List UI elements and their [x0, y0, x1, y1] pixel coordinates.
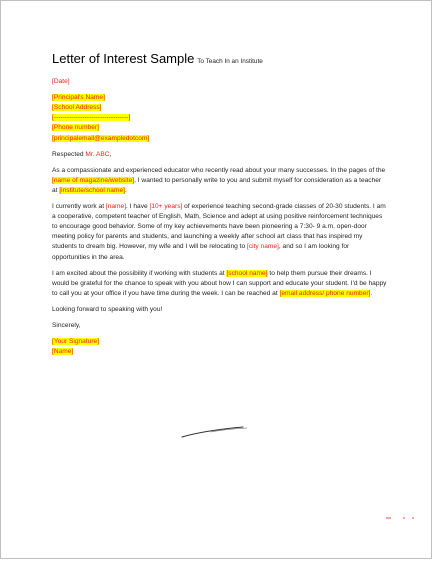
letter-title: Letter of Interest Sample: [52, 51, 195, 66]
letter-body: [52, 51, 387, 357]
p3-text-b: to help them pursue their dreams. I would be grateful for the chance to speak with you about how I can support and educate your student. I'd be happy to call you at your office if you have time during the week. I can be reached at: [52, 269, 387, 297]
current-work-field: [name]: [105, 203, 127, 211]
recipient-address: [52, 93, 387, 143]
signature-stroke: [181, 424, 251, 440]
city-name-field: [city name]: [246, 243, 279, 251]
sign-off: Sincerely,: [52, 321, 81, 329]
p1-text-b: , I wanted to personally write to you and submit myself for consideration as a teacher at: [52, 176, 382, 194]
date-field: [52, 77, 387, 87]
principal-name-field: [Principal's Name]: [52, 94, 105, 102]
salutation-prefix: Respected: [52, 150, 86, 158]
contact-info-field: [email address/ phone number]: [279, 289, 371, 297]
p1-text-c: .: [124, 186, 127, 194]
paragraph-experience: [52, 202, 387, 263]
p2-text-d: , and so I am looking for opportunities in the area.: [52, 243, 350, 261]
name-field: [Name]: [52, 348, 74, 356]
school-address-field: [School Address]: [52, 104, 102, 112]
signature-block: [52, 337, 387, 357]
title-row: [52, 51, 387, 67]
school-name-field: [school name]: [226, 269, 268, 277]
paragraph-intro: [52, 166, 387, 196]
address-line-field: [----------------------------------]: [52, 114, 131, 122]
letter-subtitle: To Teach In an Institute: [197, 58, 263, 65]
date-placeholder: [Date]: [52, 78, 70, 86]
salutation: [52, 150, 387, 160]
phone-number-field: [Phone number]: [52, 124, 99, 132]
p2-text-b: . I have: [126, 203, 150, 211]
years-field: [10+ years]: [149, 203, 183, 211]
p2-text-c: of experience teaching second-grade classes of 20-30 students. I am a cooperative, competent teacher of English, Math, Science and adept at using positive reinforcement techniques to encourage good behavior. Some of my key achievements have been pioneering a 7:30- 9 a.m. open-door meeting policy for parents and students, and launching a weekly after school art class that has inspired my students to dream big. However, my wife and I will be relocating to: [52, 203, 386, 251]
stray-mark: [386, 515, 416, 521]
p1-text-a: As a compassionate and experienced educator who recently read about your many successes. In the pages of the: [52, 166, 386, 174]
signature-field: [Your Signature]: [52, 338, 100, 346]
magazine-name-field: [name of magazine/website]: [52, 176, 135, 184]
closing-line: Looking forward to speaking with you!: [52, 305, 163, 313]
salutation-suffix: ,: [109, 150, 112, 158]
p3-text-c: .: [370, 289, 373, 297]
p2-text-a: I currently work at: [52, 203, 106, 211]
paragraph-interest: [52, 269, 387, 299]
p3-text-a: I am excited about the possibility if working with students at: [52, 269, 227, 277]
institute-name-field: [institute/school name]: [59, 186, 125, 194]
salutation-name: Mr. ABC: [85, 150, 110, 158]
principal-email-field: [principalemail@exampledotcom]: [52, 134, 150, 142]
